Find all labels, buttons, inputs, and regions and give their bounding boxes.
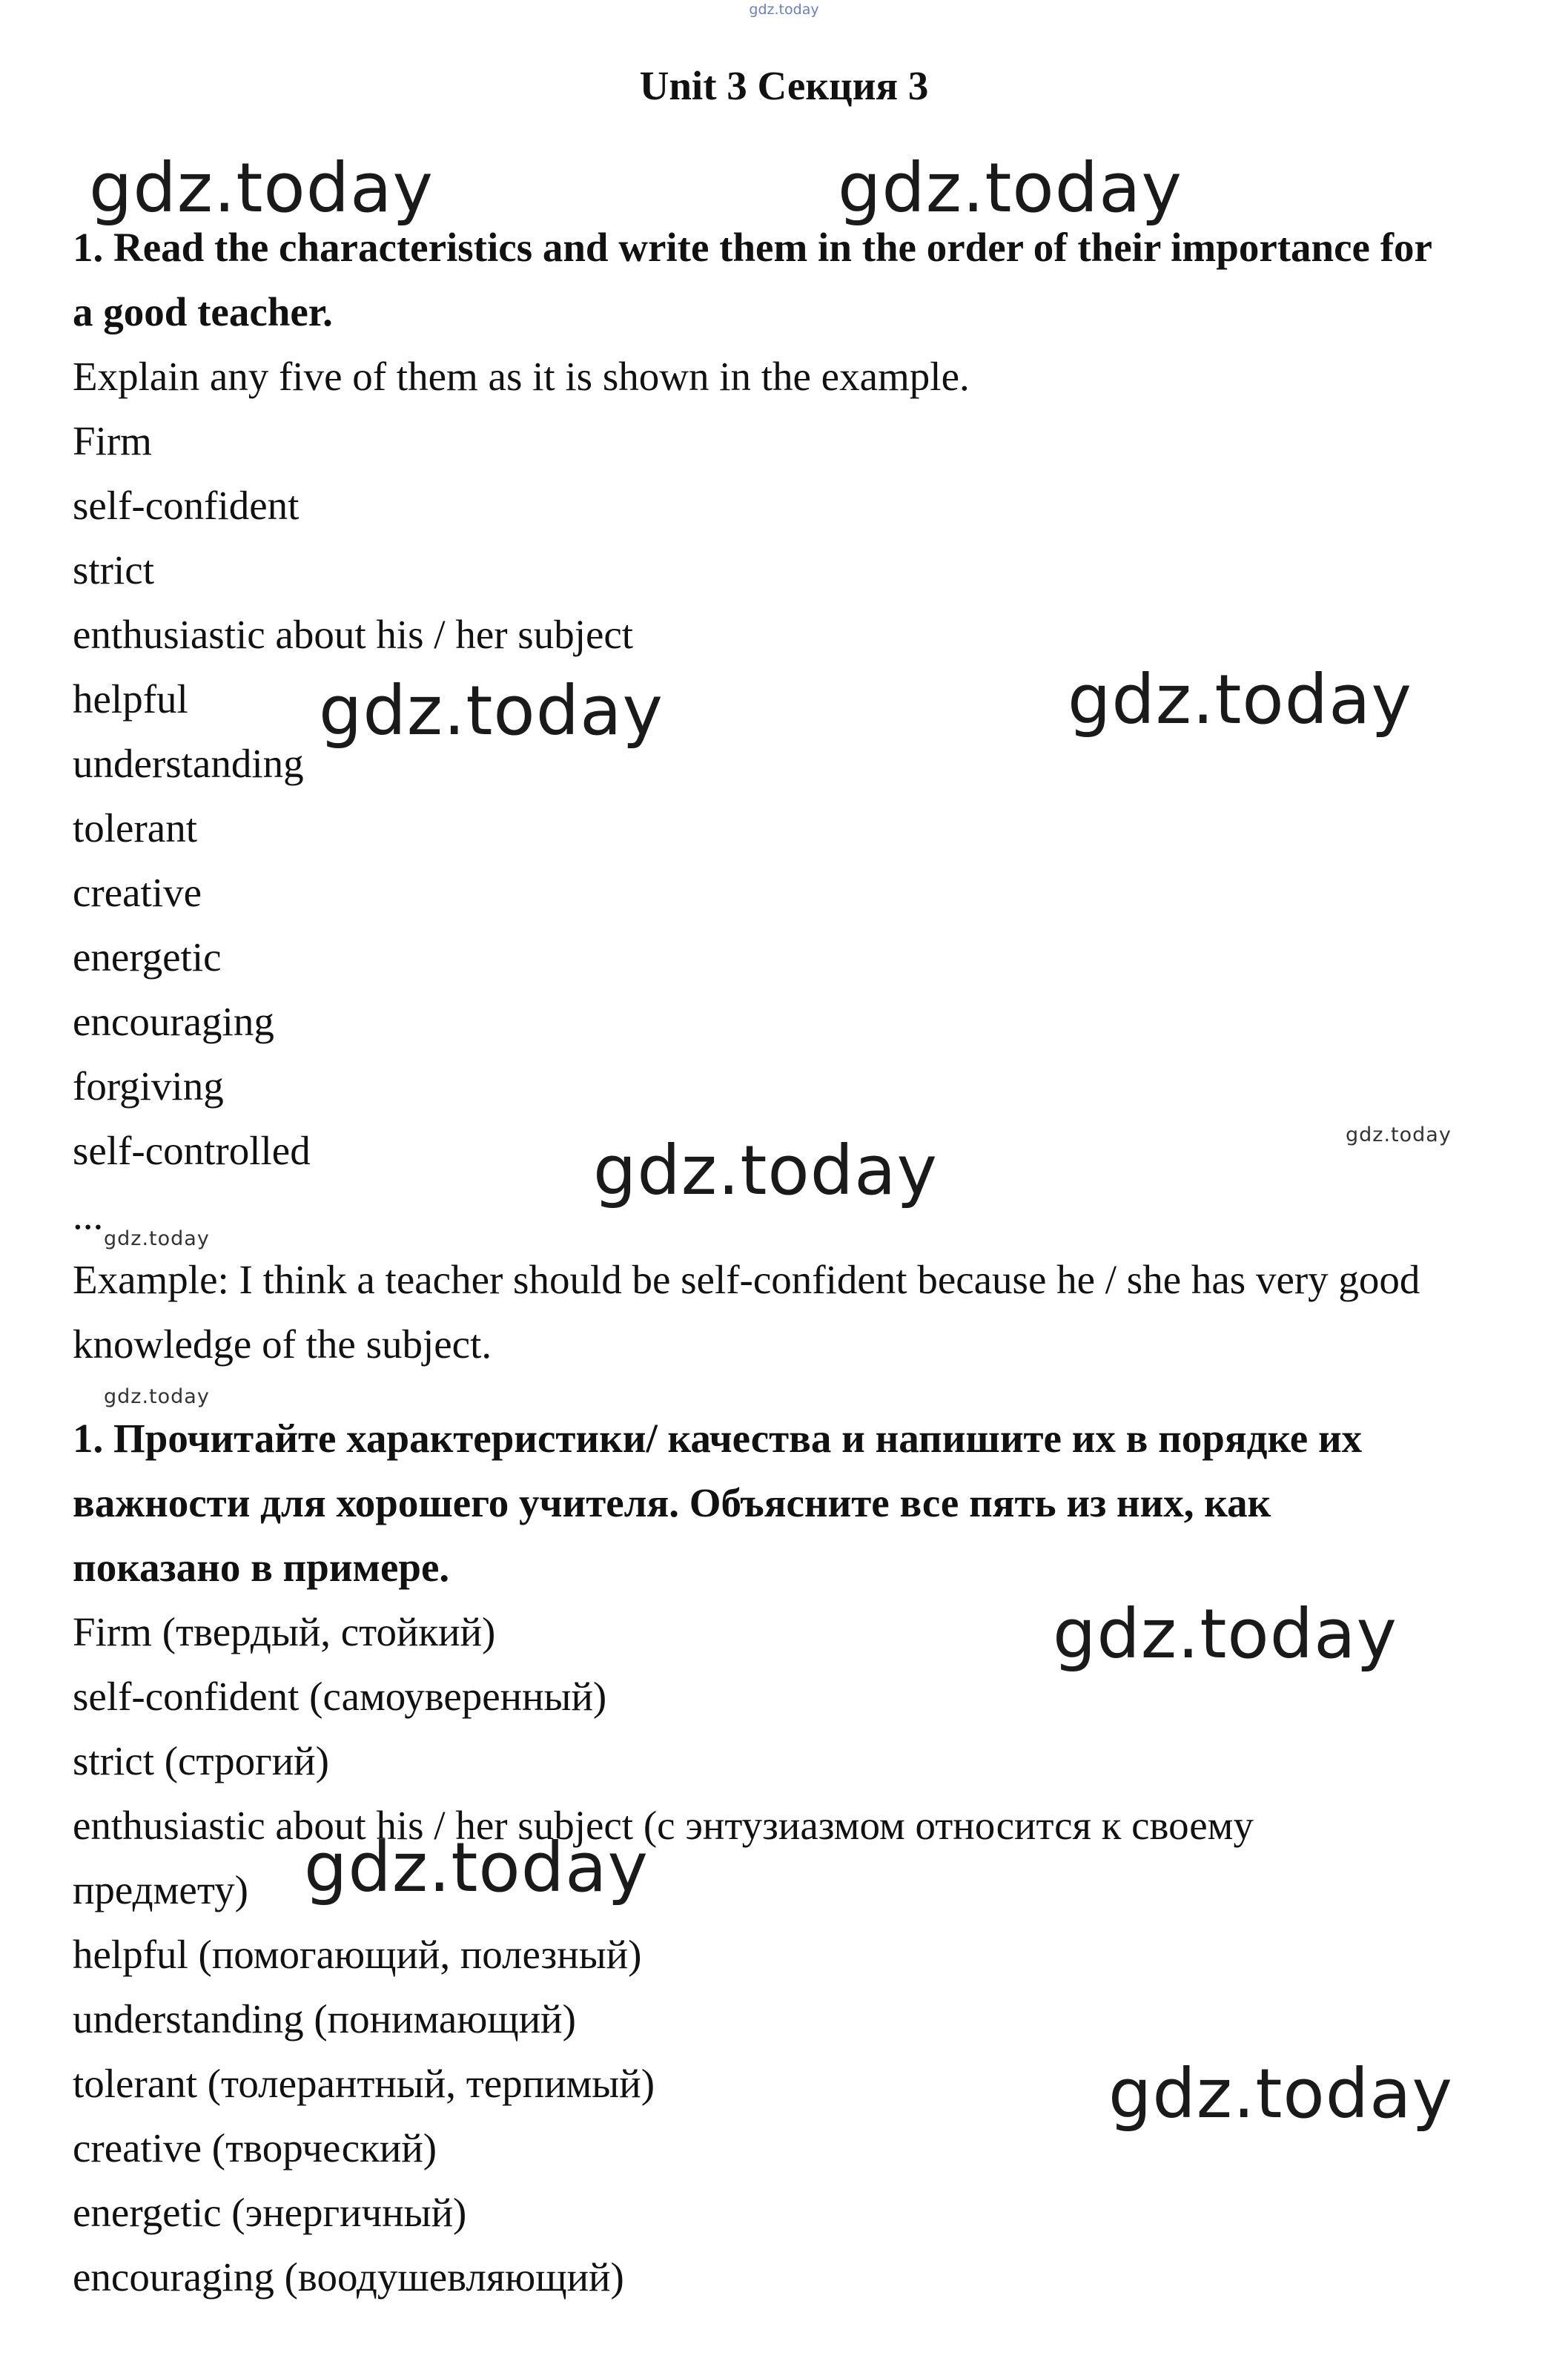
english-item: understanding — [73, 741, 304, 786]
english-item: self-controlled — [73, 1128, 311, 1173]
page-title: Unit 3 Секция 3 — [639, 63, 929, 108]
watermark: gdz.today — [319, 671, 664, 750]
watermark: gdz.today — [1108, 2054, 1453, 2133]
english-item: creative — [73, 870, 202, 915]
watermark: gdz.today — [1053, 1594, 1397, 1674]
english-example-line1: Example: I think a teacher should be self-confident because he / she has very good — [73, 1257, 1420, 1302]
english-instruction: Explain any five of them as it is shown in the example. — [73, 354, 970, 399]
russian-item: encouraging (воодушевляющий) — [73, 2254, 624, 2300]
document-body — [73, 215, 1518, 2309]
english-item: helpful — [73, 676, 188, 722]
site-watermark-top: gdz.today — [749, 1, 819, 18]
english-item: tolerant — [73, 805, 197, 851]
watermark: gdz.today — [1068, 660, 1412, 739]
english-task-heading-line2: a good teacher. — [73, 289, 333, 334]
watermark: gdz.today — [304, 1828, 649, 1907]
russian-item: предмету) — [73, 1867, 248, 1912]
watermark-small: gdz.today — [104, 1385, 210, 1408]
russian-item: helpful (помогающий, полезный) — [73, 1932, 642, 1977]
russian-item: Firm (твердый, стойкий) — [73, 1609, 496, 1654]
russian-item: strict (строгий) — [73, 1738, 329, 1783]
watermark-small: gdz.today — [104, 1227, 210, 1250]
section-gap — [73, 1376, 1518, 1406]
english-item: Firm — [73, 418, 152, 463]
russian-item: self-confident (самоуверенный) — [73, 1674, 607, 1719]
english-item: self-confident — [73, 483, 300, 528]
watermark: gdz.today — [838, 148, 1182, 228]
english-task-heading-line1: 1. Read the characteristics and write them in the order of their importance for — [73, 225, 1432, 270]
russian-item: understanding (понимающий) — [73, 1996, 576, 2041]
watermark: gdz.today — [593, 1131, 938, 1210]
english-item: energetic — [73, 934, 222, 980]
russian-task-heading-line3: показано в примере. — [73, 1545, 450, 1590]
english-item: forgiving — [73, 1063, 224, 1109]
russian-item: creative (творческий) — [73, 2125, 437, 2171]
watermark-small: gdz.today — [1346, 1123, 1452, 1146]
russian-item: enthusiastic about his / her subject (с энтузиазмом относится к своему — [73, 1803, 1254, 1848]
russian-task-heading-line2: важности для хорошего учителя. Объясните все пять из них, как — [73, 1480, 1271, 1525]
russian-task-heading-line1: 1. Прочитайте характеристики/ качества и напишите их в порядке их — [73, 1416, 1363, 1461]
english-item-ellipsis: ... — [73, 1192, 104, 1238]
watermark: gdz.today — [89, 148, 434, 228]
english-item: enthusiastic about his / her subject — [73, 612, 634, 657]
russian-item: energetic (энергичный) — [73, 2190, 467, 2235]
english-item: encouraging — [73, 999, 274, 1044]
english-example-line2: knowledge of the subject. — [73, 1321, 492, 1367]
russian-item: tolerant (толерантный, терпимый) — [73, 2061, 655, 2106]
english-item: strict — [73, 547, 154, 592]
